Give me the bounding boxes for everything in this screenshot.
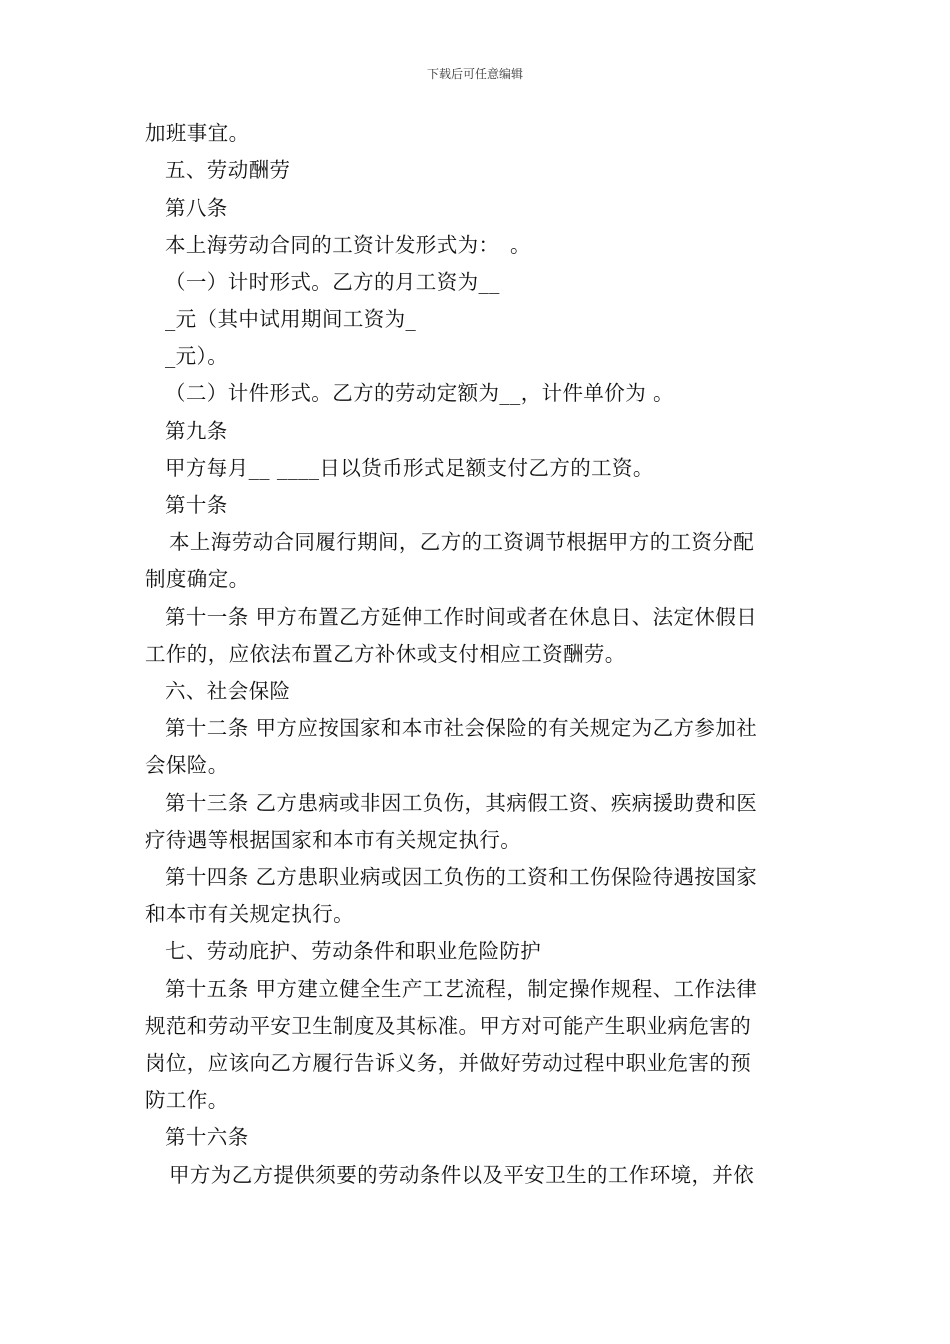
text-line: _元）。 — [165, 344, 229, 368]
text-line: 加班事宜。 — [145, 121, 250, 145]
text-line: 第十四条 乙方患职业病或因工负伤的工资和工伤保险待遇按国家 — [165, 865, 758, 889]
section-heading: 六、社会保险 — [165, 679, 291, 703]
text-line: 制度确定。 — [145, 567, 250, 591]
text-line: 第十一条 甲方布置乙方延伸工作时间或者在休息日、法定休假日 — [165, 605, 758, 629]
text-line: 岗位，应该向乙方履行告诉义务，并做好劳动过程中职业危害的预 — [145, 1051, 752, 1075]
text-line: （二）计件形式。乙方的劳动定额为__，计件单价为 。 — [165, 381, 674, 405]
text-line: 工作的，应依法布置乙方补休或支付相应工资酬劳。 — [145, 642, 626, 666]
section-heading: 七、劳动庇护、劳动条件和职业危险防护 — [165, 939, 542, 963]
text-line: 防工作。 — [145, 1088, 229, 1112]
text-line: （一）计时形式。乙方的月工资为__ — [165, 270, 500, 294]
article-heading: 第十六条 — [165, 1125, 249, 1149]
article-heading: 第九条 — [165, 419, 228, 443]
text-line: 和本市有关规定执行。 — [145, 902, 354, 926]
text-line: 本上海劳动合同的工资计发形式为： 。 — [165, 233, 531, 257]
text-line: 第十三条 乙方患病或非因工负伤，其病假工资、疾病援助费和医 — [165, 791, 758, 815]
text-line: 疗待遇等根据国家和本市有关规定执行。 — [145, 828, 522, 852]
text-line: 第十五条 甲方建立健全生产工艺流程，制定操作规程、工作法律 — [165, 977, 758, 1001]
article-heading: 第十条 — [165, 493, 228, 517]
article-heading: 第八条 — [165, 196, 228, 220]
section-heading: 五、劳动酬劳 — [165, 158, 291, 182]
text-line: 甲方每月__ ____日以货币形式足额支付乙方的工资。 — [165, 456, 654, 480]
text-line: 第十二条 甲方应按国家和本市社会保险的有关规定为乙方参加社 — [165, 716, 758, 740]
text-line: 甲方为乙方提供须要的劳动条件以及平安卫生的工作环境，并依 — [169, 1163, 755, 1187]
page-header: 下载后可任意编辑 — [426, 67, 523, 81]
text-line: 规范和劳动平安卫生制度及其标准。甲方对可能产生职业病危害的 — [145, 1014, 752, 1038]
text-line: 会保险。 — [145, 753, 229, 777]
text-line: 本上海劳动合同履行期间，乙方的工资调节根据甲方的工资分配 — [169, 530, 755, 554]
text-line: _元（其中试用期间工资为_ — [165, 307, 417, 331]
